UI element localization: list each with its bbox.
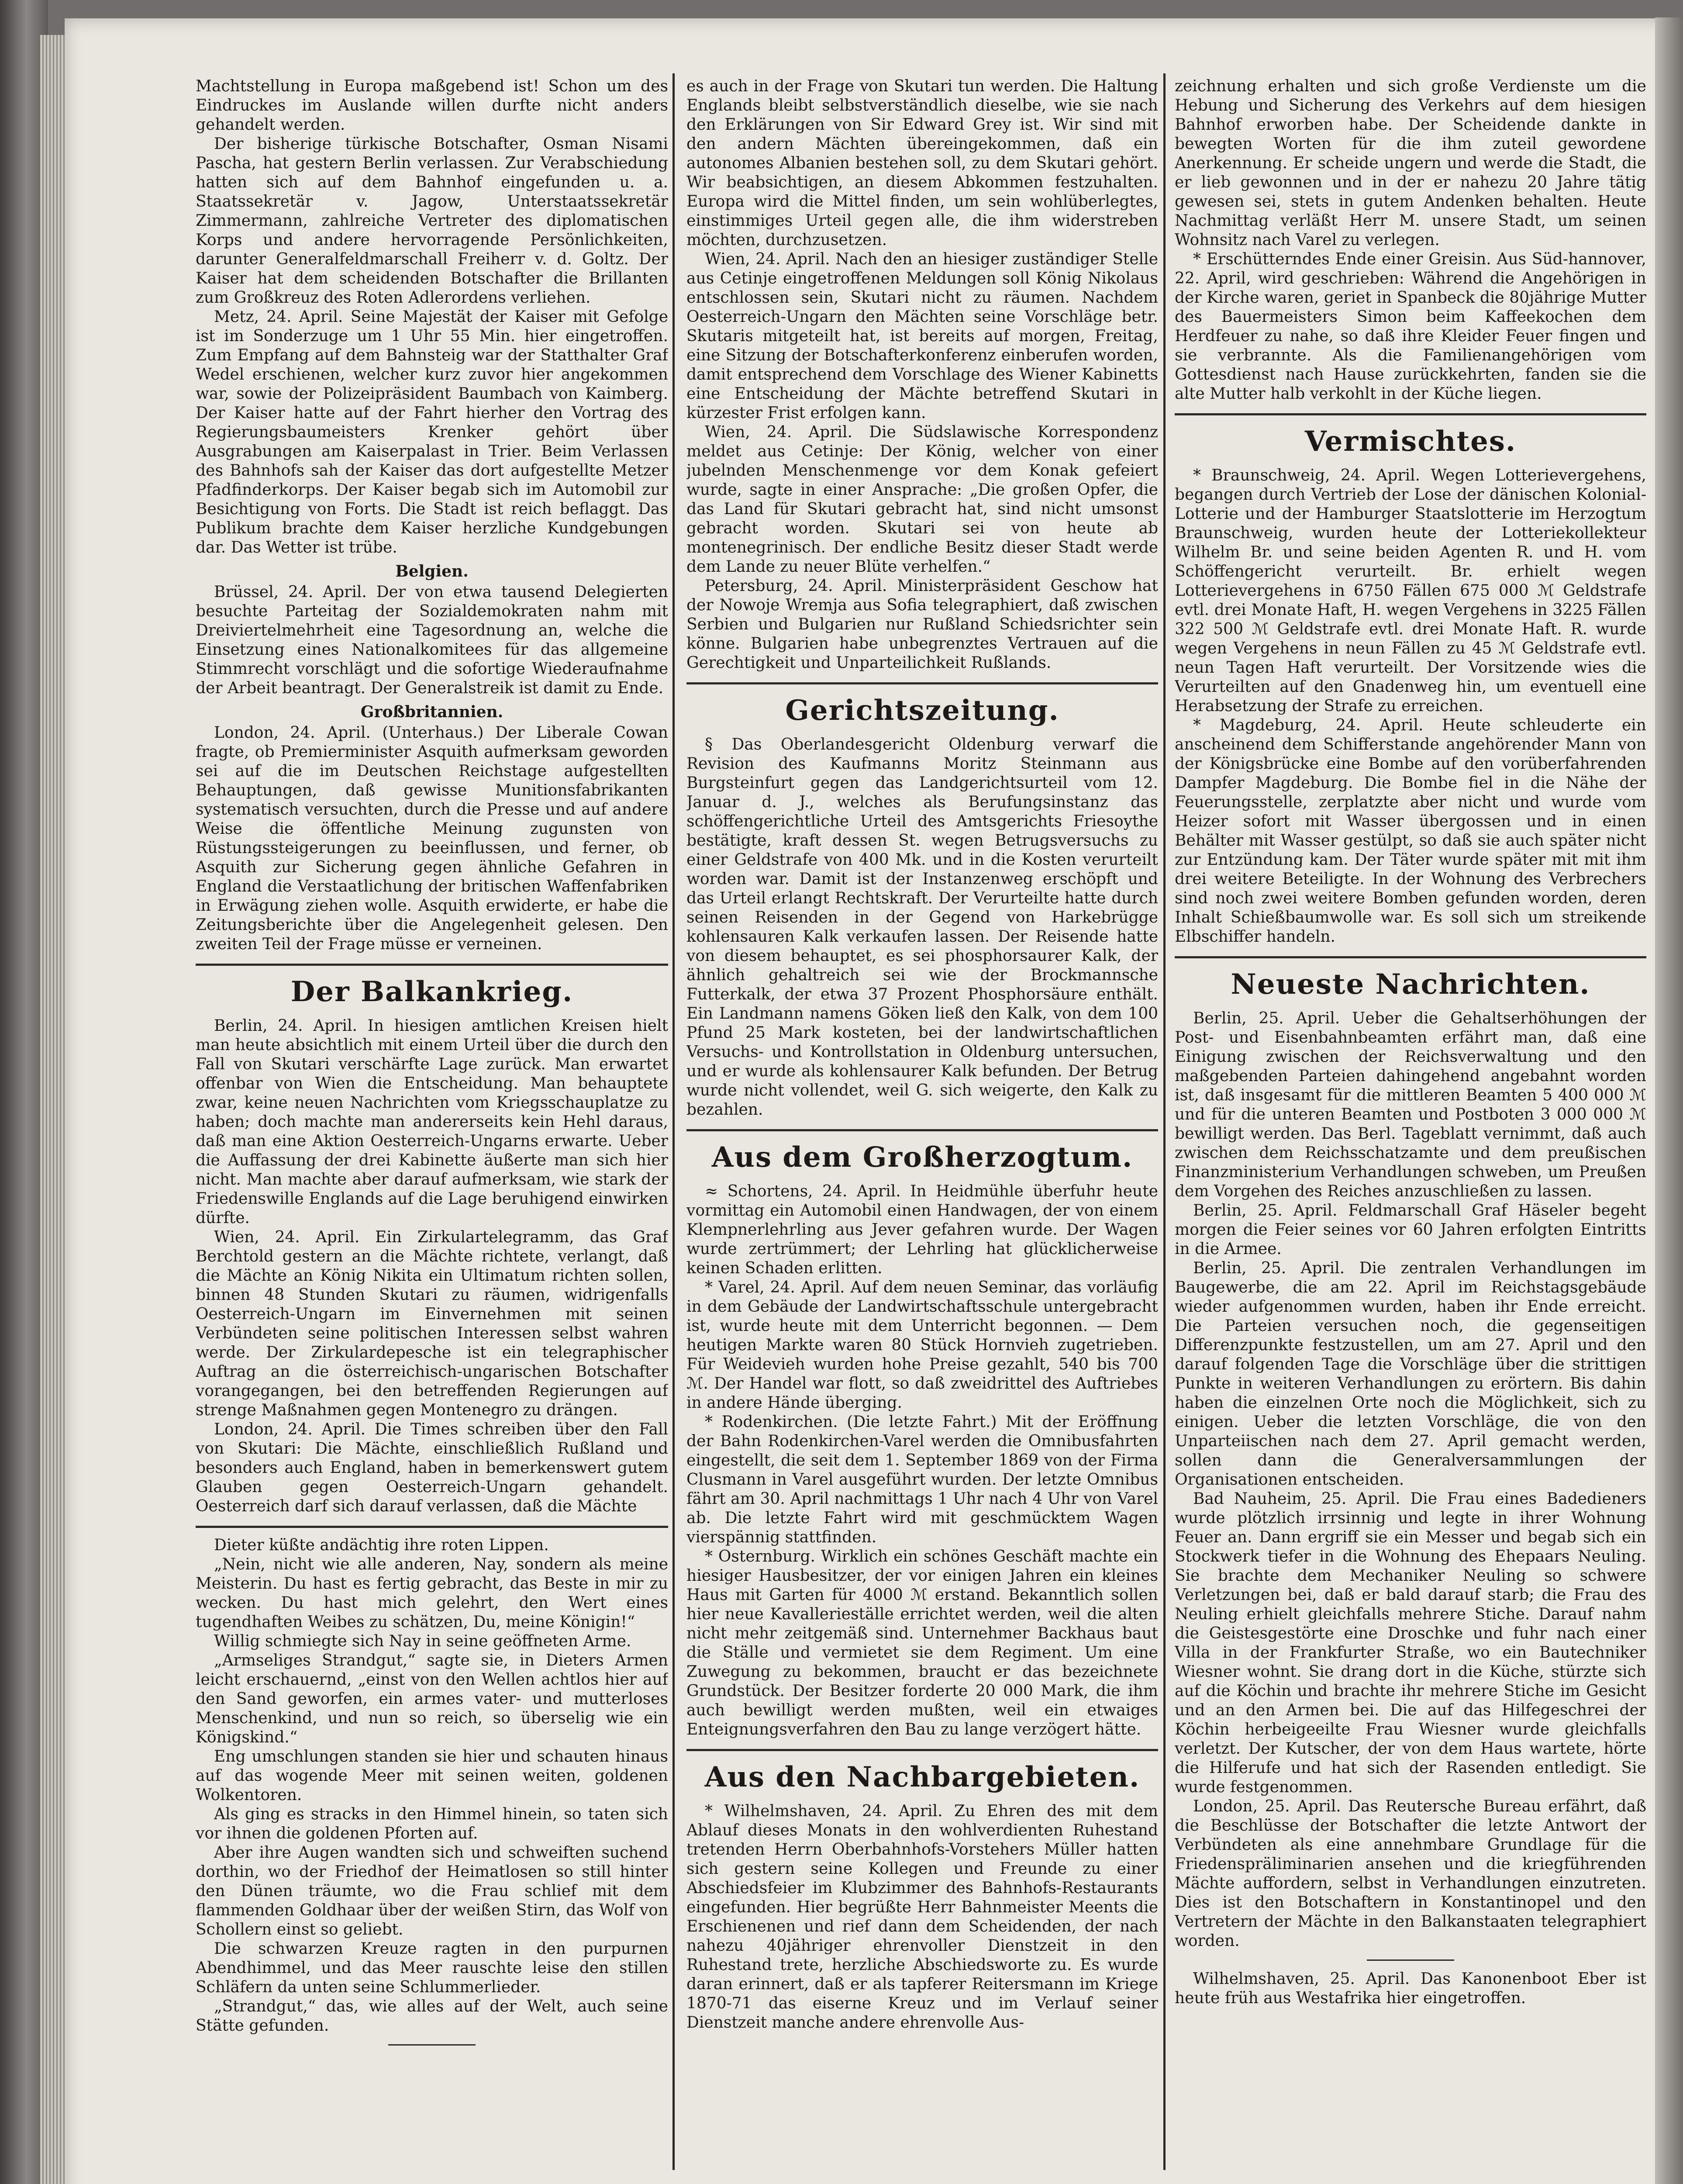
right-page-edge xyxy=(1655,17,1683,2184)
column-2 xyxy=(686,77,1158,2174)
subheading-grossbritannien: Großbritannien. xyxy=(360,703,504,721)
section-title-balkankrieg: Der Balkankrieg. xyxy=(290,975,573,1008)
end-rule xyxy=(388,2044,476,2046)
column-rule-2 xyxy=(1163,73,1166,2170)
article-text: London, 25. April. Das Reutersche Bureau erfährt, daß die Beschlüsse der Botschafter die letzte Antwort der Verbündeten als eine annehmbare Grundlage für die Friedenspräliminarien ansehen und die kriegführenden Mächte auffordern, selbst in Verhandlungen einzutreten. Dies ist den Botschaftern in Konstantinopel und den Vertretern der Mächte in den Balkanstaaten telegraphiert worden. xyxy=(1175,1797,1646,1950)
section-rule xyxy=(1175,413,1646,415)
column-1 xyxy=(196,77,668,2174)
separator-rule xyxy=(1367,1959,1454,1961)
article-text: Brüssel, 24. April. Der von etwa tausend Delegierten besuchte Parteitag der Sozialdemokraten nahm mit Dreiviertelmehrheit eine Tagesordnung an, welche die Einsetzung eines Nationalkomitees für das allgemeine Stimmrecht vorschlägt und die sofortige Wiederaufnahme der Arbeit beantragt. Der Generalstreik ist damit zu Ende. xyxy=(196,583,668,697)
page-edges xyxy=(40,35,65,2184)
article-text: Berlin, 25. April. Feldmarschall Graf Häseler begeht morgen die Feier seines vor 60 Jahren erfolgten Eintritts in die Armee. xyxy=(1175,1202,1646,1258)
article-text: * Osternburg. Wirklich ein schönes Geschäft machte ein hiesiger Hausbesitzer, der vor einigen Jahren ein kleines Haus mit Garten für 4000 ℳ erstand. Bekanntlich sollen hier neue Kavallerieställe errichtet werden, weil die alten nicht mehr zeitgemäß sind. Unternehmer Backhaus baut die Ställe und vermietet sie dem Regiment. Um eine Zuwegung zu bekommen, braucht er das bezeichnete Grundstück. Der Besitzer forderte 20 000 Mark, die ihm auch bewilligt werden mußten, weil ein etwaiges Enteignungsverfahren den Bau zu lange verzögert hätte. xyxy=(686,1548,1158,1738)
article-text: Metz, 24. April. Seine Majestät der Kaiser mit Gefolge ist im Sonderzuge um 1 Uhr 55 Min. hier eingetroffen. Zum Empfang auf dem Bahnsteig war der Statthalter Graf Wedel erschienen, welcher kurz zuvor hier angekommen war, sowie der Polizeipräsident Baumbach von Kaimberg. Der Kaiser hatte auf der Fahrt hierher den Vortrag des Regierungsbaumeisters Krenker gehört über Ausgrabungen am Kaiserpalast in Trier. Beim Verlassen des Bahnhofs sah der Kaiser das dort aufgestellte Metzer Pfadfinderkorps. Der Kaiser begab sich im Automobil zur Besichtigung von Forts. Die Stadt ist reich beflaggt. Das Publikum brachte dem Kaiser herzliche Kundgebungen dar. Das Wetter ist trübe. xyxy=(196,308,668,556)
novel-text: Als ging es stracks in den Himmel hinein, so taten sich vor ihnen die goldenen Pforten auf. xyxy=(196,1805,668,1842)
article-text: es auch in der Frage von Skutari tun werden. Die Haltung Englands bleibt selbstverständlich dieselbe, wie sie nach den Erklärungen von Sir Edward Grey ist. Wir sind mit den andern Mächten übereingekommen, daß ein autonomes Albanien bestehen soll, zu dem Skutari gehört. Wir beabsichtigen, an diesem Abkommen festzuhalten. Europa wird die Mittel finden, um sein wohlüberlegtes, einstimmiges Urteil gegen alle, die ihm widerstreben möchten, durchzusetzen. xyxy=(686,77,1158,249)
section-title-nachbargebiete: Aus den Nachbargebieten. xyxy=(704,1761,1140,1794)
article-text: Wien, 24. April. Nach den an hiesiger zuständiger Stelle aus Cetinje eingetroffenen Meldungen soll König Nikolaus entschlossen sein, Skutari nicht zu räumen. Nachdem Oesterreich-Ungarn den Mächten seine Vorschläge betr. Skutaris mitgeteilt hat, ist bereits auf morgen, Freitag, eine Sitzung der Botschafterkonferenz einberufen worden, damit entsprechend dem Vorschlage des Wiener Kabinetts eine Entscheidung der Mächte betreffend Skutari in kürzester Frist erfolgen kann. xyxy=(686,250,1158,422)
article-text: zeichnung erhalten und sich große Verdienste um die Hebung und Sicherung des Verkehrs auf dem hiesigen Bahnhof erworben habe. Der Scheidende dankte in bewegten Worten für die ihm zuteil gewordene Anerkennung. Er scheide ungern und werde die Stadt, die er lieb gewonnen und in der er nahezu 20 Jahre tätig gewesen sei, stets in gutem Andenken behalten. Heute Nachmittag verläßt Herr M. unsere Stadt, um seinen Wohnsitz nach Varel zu verlegen. xyxy=(1175,77,1646,249)
article-text: Berlin, 25. April. Die zentralen Verhandlungen im Baugewerbe, die am 22. April im Reichstagsgebäude wieder aufgenommen wurden, haben ihr Ende erreicht. Die Parteien versuchen noch, die gegenseitigen Differenzpunkte festzustellen, um am 27. April und den darauf folgenden Tage die Vorschläge über die strittigen Punkte in weiteren Verhandlungen zu erörtern. Bis dahin haben die einzelnen Orte noch die Möglichkeit, sich zu einigen. Ueber die letzten Vorschläge, die von den Unparteiischen nach dem 27. April gemacht werden, sollen dann die Generalversammlungen der Organisationen entscheiden. xyxy=(1175,1259,1646,1489)
column-rule-1 xyxy=(673,73,675,2170)
novel-text: „Nein, nicht wie alle anderen, Nay, sondern als meine Meisterin. Du hast es fertig gebracht, das Beste in mir zu wecken. Du hast mich gelehrt, den Wert eines tugendhaften Weibes zu schätzen, Du, meine Königin!“ xyxy=(196,1555,668,1631)
article-text: Bad Nauheim, 25. April. Die Frau eines Badedieners wurde plötzlich irrsinnig und legte in ihrer Wohnung Feuer an. Dann ergriff sie ein Messer und begab sich ein Stockwerk tiefer in die Wohnung des Ehepaars Neuling. Sie brachte dem Mechaniker Neuling so schwere Verletzungen bei, daß er bald darauf starb; die Frau des Neuling erhielt gleichfalls mehrere Stiche. Darauf nahm die Geistesgestörte eine Droschke und fuhr nach einer Villa in der Frankfurter Straße, wo ein Bautechniker Wiesner wohnt. Sie drang dort in die Küche, stürzte sich auf die Köchin und brachte ihr mehrere Stiche im Gesicht und an den Armen bei. Die auf das Hilfegeschrei der Köchin herbeigeeilte Frau Wiesner wurde gleichfalls verletzt. Der Kutscher, der von dem Haus wartete, hörte die Hilferufe und hat sich der Rasenden entledigt. Sie wurde festgenommen. xyxy=(1175,1490,1646,1796)
column-3 xyxy=(1175,77,1646,2174)
article-text: Wien, 24. April. Die Südslawische Korrespondenz meldet aus Cetinje: Der König, welcher von einer jubelnden Menschenmenge vor dem Konak gefeiert wurde, sagte in einer Ansprache: „Die großen Opfer, die das Land für Skutari gebracht hat, sind nicht umsonst gebracht worden. Skutari sei von heute ab montenegrinisch. Der endliche Besitz dieser Stadt werde dem Lande zu neuer Blüte verhelfen.“ xyxy=(686,423,1158,576)
feuilleton-rule xyxy=(196,1526,668,1528)
article-text: London, 24. April. (Unterhaus.) Der Liberale Cowan fragte, ob Premierminister Asquith aufmerksam geworden sei auf die im Deutschen Reichstage aufgestellten Behauptungen, daß gewisse Munitionsfabrikanten systematisch versuchten, durch die Presse und auf andere Weise die öffentliche Meinung zugunsten von Rüstungssteigerungen zu beeinflussen, und ferner, ob Asquith zur Sicherung gegen ähnliche Gefahren in England die Verstaatlichung der britischen Waffenfabriken in Erwägung ziehen wolle. Asquith erwiderte, er habe die Zeitungsberichte über die Angelegenheit gelesen. Den zweiten Teil der Frage müsse er verneinen. xyxy=(196,724,668,953)
novel-text: Willig schmiegte sich Nay in seine geöffneten Arme. xyxy=(214,1632,631,1650)
article-text: Berlin, 25. April. Ueber die Gehaltserhöhungen der Post- und Eisenbahnbeamten erfährt man, daß eine Einigung zwischen der Reichsverwaltung und den maßgebenden Parteien dahingehend angebahnt worden ist, daß insgesamt für die mittleren Beamten 5 400 000 ℳ und für die unteren Beamten und Postboten 3 000 000 ℳ bewilligt werden. Das Berl. Tageblatt vernimmt, daß auch zwischen dem Reichsschatzamte und dem preußischen Finanzministerium Verhandlungen schweben, um Preußen dem Vorgehen des Reiches anzuschließen zu lassen. xyxy=(1175,1009,1646,1200)
article-text: Wien, 24. April. Ein Zirkulartelegramm, das Graf Berchtold gestern an die Mächte richtete, verlangt, daß die Mächte an König Nikita ein Ultimatum richten sollen, binnen 48 Stunden Skutari zu räumen, widrigenfalls Oesterreich-Ungarn im Einvernehmen mit seinen Verbündeten seine politischen Interessen selbst wahren werde. Der Zirkulardepesche ist ein telegraphischer Auftrag an die österreichisch-ungarischen Botschafter vorangegangen, bei den betreffenden Regierungen auf strenge Maßnahmen gegen Montenegro zu drängen. xyxy=(196,1228,668,1419)
section-title-vermischtes: Vermischtes. xyxy=(1304,425,1517,458)
article-text: ≈ Schortens, 24. April. In Heidmühle überfuhr heute vormittag ein Automobil einen Handwagen, der von einem Klempnerlehrling aus Jever gefahren wurde. Der Wagen wurde zertrümmert; der Lehrling hat glücklicherweise keinen Schaden erlitten. xyxy=(686,1182,1158,1277)
section-rule xyxy=(686,682,1158,684)
article-text: Machtstellung in Europa maßgebend ist! Schon um des Eindruckes im Auslande willen durfte nicht anders gehandelt werden. xyxy=(196,77,668,134)
section-rule xyxy=(686,1129,1158,1131)
article-text: Wilhelmshaven, 25. April. Das Kanonenboot Eber ist heute früh aus Westafrika hier eingetroffen. xyxy=(1175,1970,1646,2007)
article-text: * Magdeburg, 24. April. Heute schleuderte ein anscheinend dem Schifferstande angehörender Mann von der Königsbrücke eine Bombe auf den vorüberfahrenden Dampfer Magdeburg. Die Bombe fiel in die Nähe der Feuerungsstelle, zerplatzte aber nicht und wurde vom Heizer sofort mit Wasser übergossen und in einen Behälter mit Wasser gestülpt, so daß sie auch später nicht zur Entzündung kam. Der Täter wurde später mit mit ihm drei weitere Beteiligte. In der Wohnung des Verbrechers sind noch zwei weitere Bomben gefunden worden, deren Inhalt Schießbaumwolle war. Es soll sich um streikende Elbschiffer handeln. xyxy=(1175,716,1646,946)
novel-text: Die schwarzen Kreuze ragten in den purpurnen Abendhimmel, und das Meer rauschte leise den stillen Schläfern da unten seine Schlummerlieder. xyxy=(196,1940,668,1996)
article-text: * Rodenkirchen. (Die letzte Fahrt.) Mit der Eröffnung der Bahn Rodenkirchen-Varel werden die Omnibusfahrten eingestellt, die seit dem 1. September 1869 von der Firma Clusmann in Varel ausgeführt wurden. Der letzte Omnibus fährt am 30. April nachmittags 1 Uhr nach 4 Uhr von Varel ab. Die letzte Fahrt wird mit geschmücktem Wagen vierspännig stattfinden. xyxy=(686,1413,1158,1546)
article-text: Der bisherige türkische Botschafter, Osman Nisami Pascha, hat gestern Berlin verlassen. Zur Verabschiedung hatten sich auf dem Bahnhof eingefunden u. a. Staatssekretär v. Jagow, Unterstaatssekretär Zimmermann, zahlreiche Vertreter des diplomatischen Korps und andere hervorragende Persönlichkeiten, darunter Generalfeldmarschall Freiherr v. d. Goltz. Der Kaiser hat dem scheidenden Botschafter die Brillanten zum Großkreuz des Roten Adlerordens verliehen. xyxy=(196,135,668,307)
novel-text: Dieter küßte andächtig ihre roten Lippen. xyxy=(214,1536,549,1554)
novel-text: „Strandgut,“ das, wie alles auf der Welt, auch seine Stätte gefunden. xyxy=(196,1997,668,2035)
section-rule xyxy=(1175,956,1646,958)
article-text: Berlin, 24. April. In hiesigen amtlichen Kreisen hielt man heute absichtlich mit einem Urteil über die durch den Fall von Skutari verschärfte Lage zurück. Man erwartet offenbar von Wien die Entscheidung. Man behauptete zwar, keine neuen Nachrichten vom Kriegsschauplatze zu haben; doch machte man andererseits kein Hehl daraus, daß man eine Aktion Oesterreich-Ungarns erwarte. Ueber die Auffassung der drei Kabinette äußerte man sich hier nicht. Man machte aber darauf aufmerksam, wie stark der Friedenswille Englands auf die Lage beruhigend einwirken dürfte. xyxy=(196,1017,668,1227)
section-rule xyxy=(196,964,668,966)
article-text: * Erschütterndes Ende einer Greisin. Aus Süd-hannover, 22. April, wird geschrieben: Während die Angehörigen in der Kirche waren, geriet in Spanbeck die 80jährige Mutter des Bauermeisters Simon beim Kaffeekochen dem Herdfeuer zu nahe, so daß ihre Kleider Feuer fingen und sie verbrannte. Als die Familienangehörigen vom Gottesdienst nach Hause zurückkehrten, fanden sie die alte Mutter halb verkohlt in der Küche liegen. xyxy=(1175,250,1646,403)
article-text: * Wilhelmshaven, 24. April. Zu Ehren des mit dem Ablauf dieses Monats in den wohlverdienten Ruhestand tretenden Herrn Oberbahnhofs-Vorstehers Müller hatten sich gestern seine Kollegen und Freunde zu einer Abschiedsfeier im Klubzimmer des Bahnhofs-Restaurants eingefunden. Hier begrüßte Herr Bahnmeister Meents die Erschienenen und rief dann dem Scheidenden, der nach nahezu 40jähriger ehrenvoller Dienstzeit in den Ruhestand trete, herzliche Abschiedsworte zu. Es wurde daran erinnert, daß er als tapferer Reitersmann im Kriege 1870-71 das eiserne Kreuz und im Verlauf seiner Dienstzeit manche andere ehrenvolle Aus- xyxy=(686,1802,1158,2032)
section-title-gerichtszeitung: Gerichtszeitung. xyxy=(785,694,1059,727)
section-title-neueste-nachrichten: Neueste Nachrichten. xyxy=(1231,968,1590,1001)
article-text: * Varel, 24. April. Auf dem neuen Seminar, das vorläufig in dem Gebäude der Landwirtschaftsschule untergebracht ist, wurde heute mit dem Unterricht begonnen. — Dem heutigen Markte waren 80 Stück Hornvieh zugetrieben. Für Weidevieh wurden hohe Preise gezahlt, 540 bis 700 ℳ. Der Handel war flott, so daß zweidrittel des Auftriebes in andere Hände überging. xyxy=(686,1279,1158,1412)
article-text: * Braunschweig, 24. April. Wegen Lotterievergehens, begangen durch Vertrieb der Lose der dänischen Kolonial-Lotterie und der Hamburger Staatslotterie im Herzogtum Braunschweig, wurden heute der Lotteriekollekteur Wilhelm Br. und seine beiden Agenten R. und H. vom Schöffengericht verurteilt. Br. erhielt wegen Lotterievergehens in 6750 Fällen 675 000 ℳ Geldstrafe evtl. drei Monate Haft, H. wegen Vergehens in 3225 Fällen 322 500 ℳ Geldstrafe evtl. drei Monate Haft. R. wurde wegen Vergehens in neun Fällen zu 45 ℳ Geldstrafe evtl. neun Tagen Haft verurteilt. Der Vorsitzende wies die Verurteilten auf den Gnadenweg hin, um eventuell eine Herabsetzung der Strafe zu erreichen. xyxy=(1175,467,1646,715)
novel-text: Eng umschlungen standen sie hier und schauten hinaus auf das wogende Meer mit seinen weiten, goldenen Wolkentoren. xyxy=(196,1748,668,1804)
article-text: London, 24. April. Die Times schreiben über den Fall von Skutari: Die Mächte, einschließlich Rußland und besonders auch England, haben in bemerkenswert gutem Glauben gegen Oesterreich-Ungarn gehandelt. Oesterreich darf sich darauf verlassen, daß die Mächte xyxy=(196,1420,668,1515)
article-text: Petersburg, 24. April. Ministerpräsident Geschow hat der Nowoje Wremja aus Sofia telegraphiert, daß zwischen Serbien und Bulgarien nur Rußland Schiedsrichter sein könne. Bulgarien habe unbegrenztes Vertrauen auf die Gerechtigkeit und Unparteilichkeit Rußlands. xyxy=(686,577,1158,672)
subheading-belgien: Belgien. xyxy=(395,562,469,581)
section-rule xyxy=(686,1749,1158,1751)
novel-text: „Armseliges Strandgut,“ sagte sie, in Dieters Armen leicht erschauernd, „einst von den Wellen achtlos hier auf den Sand geworfen, ein armes vater- und mutterloses Menschenkind, und nun so reich, so überselig wie ein Königskind.“ xyxy=(196,1652,668,1746)
novel-text: Aber ihre Augen wandten sich und schweiften suchend dorthin, wo der Friedhof der Heimatlosen so still hinter den Dünen träumte, wo die Frau schlief mit dem flammenden Goldhaar über der weißen Stirn, das Wolf von Schollern einst so geliebt. xyxy=(196,1844,668,1939)
article-text: § Das Oberlandesgericht Oldenburg verwarf die Revision des Kaufmanns Moritz Steinmann aus Burgsteinfurt gegen das Landgerichtsurteil vom 12. Januar d. J., welches als Berufungsinstanz das schöffengerichtliche Urteil des Amtsgerichts Friesoythe bestätigte, kraft dessen St. wegen Betrugsversuchs zu einer Geldstrafe von 400 Mk. und in die Kosten verurteilt worden war. Damit ist der Instanzenweg erschöpft und das Urteil erlangt Rechtskraft. Der Verurteilte hatte durch seinen Reisenden in der Gegend von Harkebrügge kohlensauren Kalk verkaufen lassen. Der Reisende hatte von diesem behauptet, es sei phosphorsaurer Kalk, der ähnlich gehaltreich sei wie der Brockmannsche Futterkalk, der etwa 37 Prozent Phosphorsäure enthält. Ein Landmann namens Göken ließ den Kalk, von dem 100 Pfund 25 Mark kosteten, bei der landwirtschaftlichen Versuchs- und Kontrollstation in Oldenburg untersuchen, und er wurde als kohlensaurer Kalk befunden. Der Betrug wurde nicht vollendet, weil G. sich weigerte, den Kalk zu bezahlen. xyxy=(686,736,1158,1119)
section-title-grossherzogtum: Aus dem Großherzogtum. xyxy=(711,1141,1133,1174)
